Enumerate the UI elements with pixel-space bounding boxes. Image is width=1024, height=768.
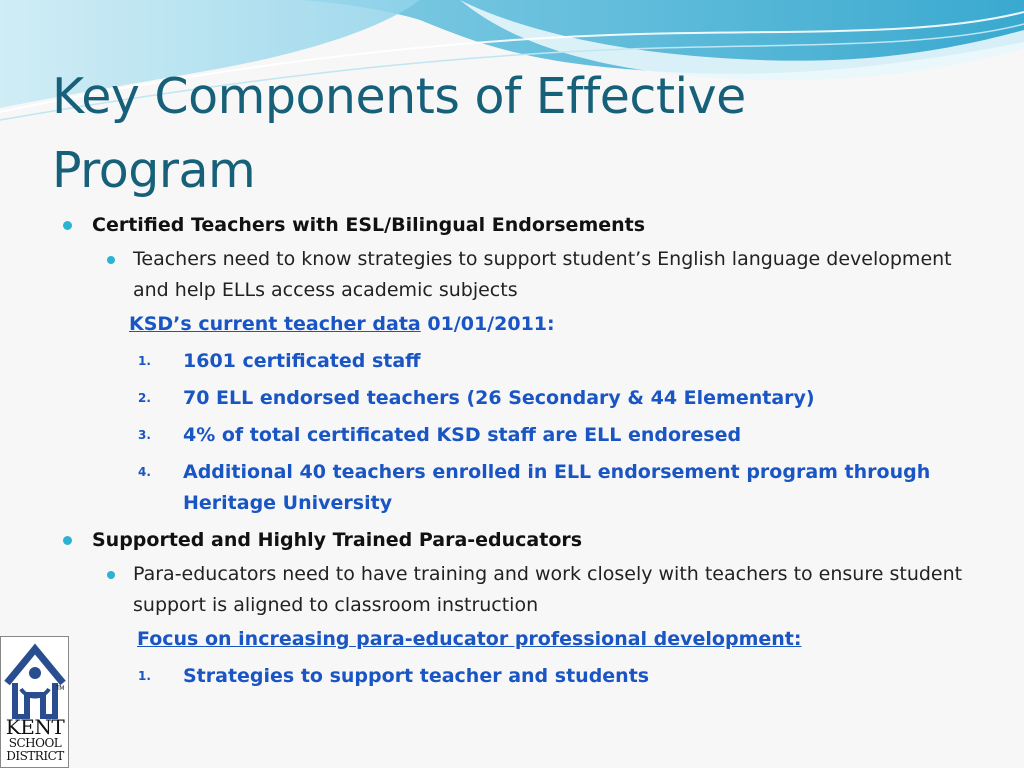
list-item-text: 4% of total certificated KSD staff are ELL endoresed: [183, 424, 742, 446]
list-number: 4.: [138, 465, 151, 479]
sub-bullet-text: Teachers need to know strategies to support student’s English language development and help ELLs access academic subjects: [133, 248, 952, 301]
heading-text: Certified Teachers with ESL/Bilingual Endorsements: [92, 214, 646, 236]
list-item-text: Additional 40 teachers enrolled in ELL endorsement program through Heritage University: [183, 461, 931, 514]
teacher-data-date: 01/01/2011:: [420, 313, 555, 335]
sub-bullet-teachers: [60, 244, 970, 306]
list-number: 1.: [138, 669, 151, 683]
school-house-icon: [1, 639, 69, 719]
bullet-heading-teachers: [60, 210, 970, 241]
list-item: [60, 346, 970, 377]
teacher-data-heading: [60, 309, 970, 340]
list-item: [60, 661, 970, 692]
slide-title: Key Components of Effective Program: [52, 68, 746, 199]
bullet-dot-icon: [63, 221, 72, 230]
teacher-data-link[interactable]: KSD’s current teacher data: [129, 313, 421, 335]
bullet-dot-icon: [107, 571, 115, 579]
logo-line-district: DISTRICT: [6, 749, 64, 763]
logo-line-school: SCHOOL: [8, 736, 62, 750]
list-item-text: 70 ELL endorsed teachers (26 Secondary & 44 Elementary): [183, 387, 815, 409]
bullet-dot-icon: [63, 536, 72, 545]
slide-content: [60, 210, 970, 698]
bullet-dot-icon: [107, 256, 115, 264]
list-number: 2.: [138, 391, 151, 405]
sub-bullet-text: Para-educators need to have training and work closely with teachers to ensure student support is aligned to classroom instruction: [133, 563, 963, 616]
list-item: [60, 457, 970, 519]
list-item-text: 1601 certificated staff: [183, 350, 421, 372]
kent-school-district-logo: [0, 636, 69, 768]
list-item: [60, 420, 970, 451]
logo-line-kent: KENT: [5, 715, 65, 739]
heading-text: Supported and Highly Trained Para-educators: [92, 529, 583, 551]
list-item: [60, 383, 970, 414]
para-development-heading: [60, 624, 970, 655]
sub-bullet-para-educators: [60, 559, 970, 621]
list-number: 3.: [138, 428, 151, 442]
bullet-heading-para-educators: [60, 525, 970, 556]
trademark-mark: TM: [56, 685, 64, 692]
para-development-link[interactable]: Focus on increasing para-educator professional development:: [137, 628, 802, 650]
list-item-text: Strategies to support teacher and students: [183, 665, 650, 687]
list-number: 1.: [138, 354, 151, 368]
